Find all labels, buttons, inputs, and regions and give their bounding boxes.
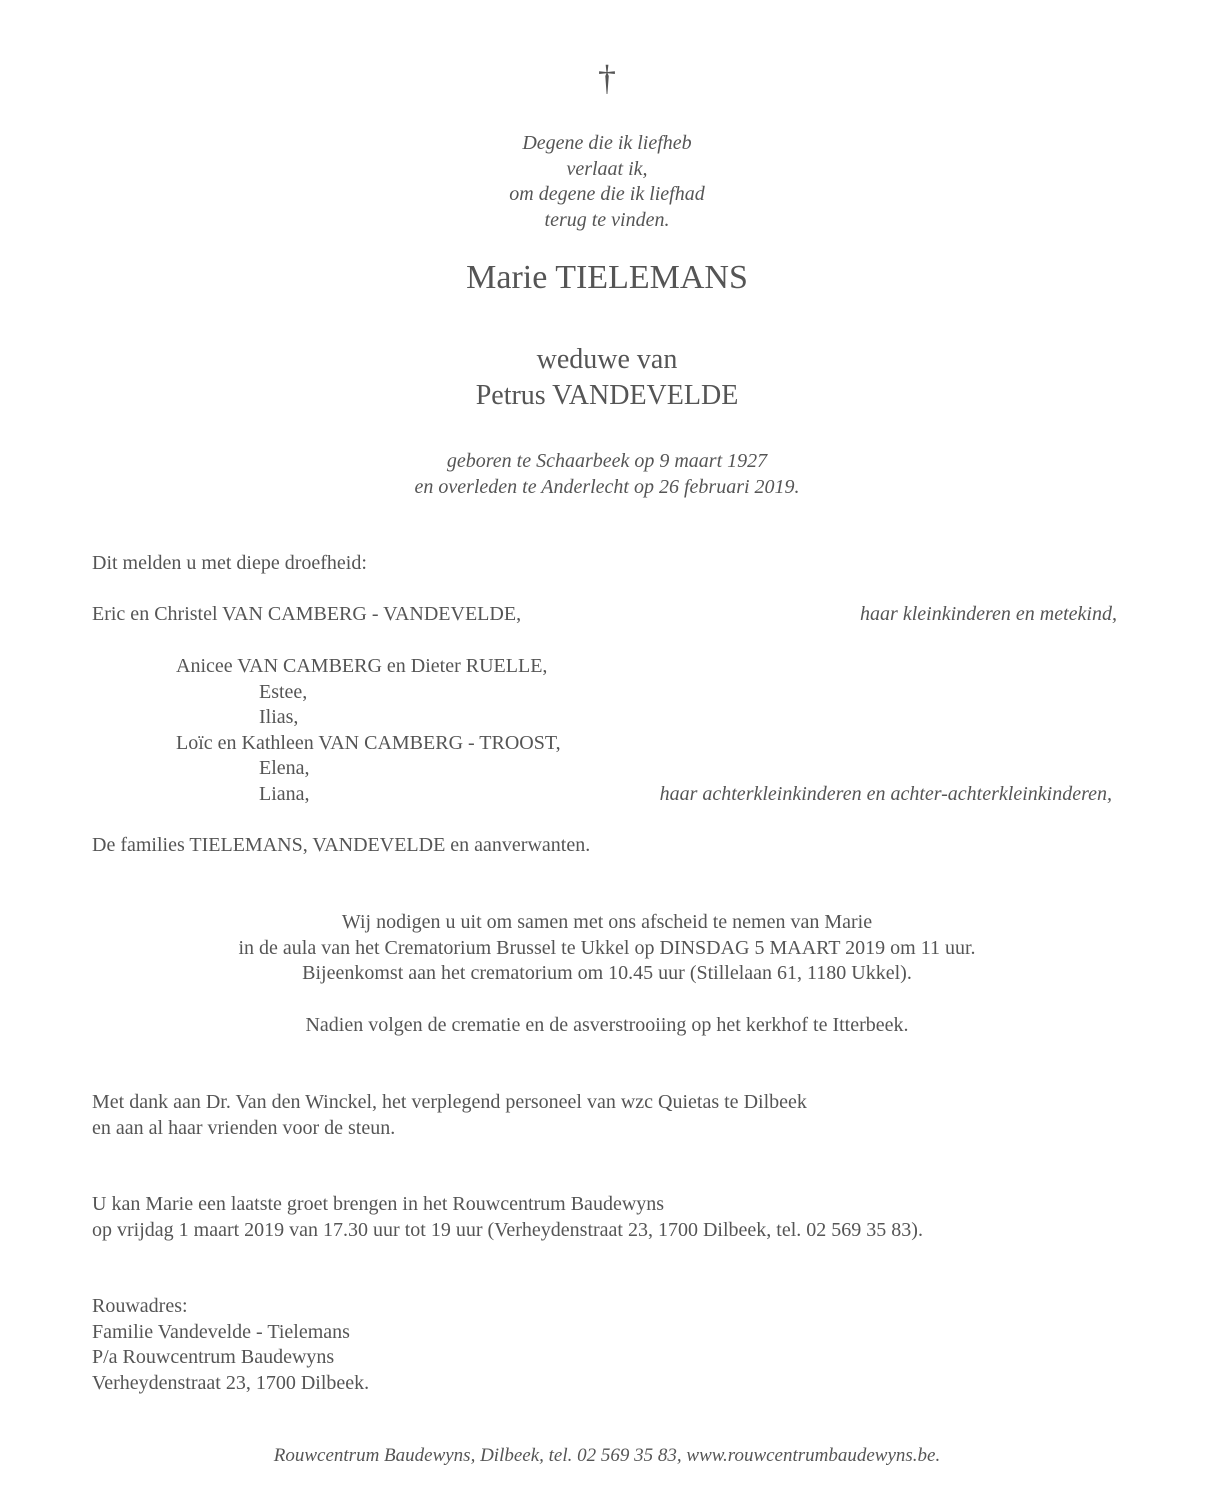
children-names: Eric en Christel VAN CAMBERG - VANDEVELDE, — [92, 603, 522, 625]
great-grandchild-line: Ilias, — [259, 706, 299, 728]
families-line: De families TIELEMANS, VANDEVELDE en aanverwanten. — [92, 834, 591, 856]
poem-line: Degene die ik liefheb — [522, 132, 692, 154]
poem-line: terug te vinden. — [544, 208, 670, 231]
address-line: Verheydenstraat 23, 1700 Dilbeek. — [92, 1371, 370, 1394]
visitation-block — [92, 1192, 923, 1243]
ceremony-line: Bijeenkomst aan het crematorium om 10.45 uur (Stillelaan 61, 1180 Ukkel). — [302, 962, 912, 984]
mourning-address — [92, 1294, 369, 1396]
footer-funeral-home: Rouwcentrum Baudewyns, Dilbeek, tel. 02 569 35 83, www.rouwcentrumbaudewyns.be. — [273, 1445, 941, 1466]
children-role: haar kleinkinderen en metekind, — [860, 603, 1117, 625]
address-label: Rouwadres: — [92, 1295, 188, 1317]
death-line: en overleden te Anderlecht op 26 februari 2019. — [414, 475, 800, 498]
address-line: P/a Rouwcentrum Baudewyns — [92, 1346, 335, 1368]
great-grandchild-line: Elena, — [259, 757, 310, 779]
ceremony-line: in de aula van het Crematorium Brussel te Ukkel op DINSDAG 5 MAART 2019 om 11 uur. — [238, 936, 976, 959]
visitation-line: op vrijdag 1 maart 2019 van 17.30 uur tot 19 uur (Verheydenstraat 23, 1700 Dilbeek, tel. 02 569 35 83). — [92, 1218, 923, 1241]
thanks-line: en aan al haar vrienden voor de steun. — [92, 1116, 396, 1139]
address-line: Familie Vandevelde - Tielemans — [92, 1320, 350, 1343]
spouse-name: Petrus VANDEVELDE — [475, 380, 739, 411]
visitation-line: U kan Marie een laatste groet brengen in het Rouwcentrum Baudewyns — [92, 1193, 665, 1215]
widow-block — [0, 342, 1214, 414]
poem-line: verlaat ik, — [566, 157, 648, 180]
poem — [0, 131, 1214, 233]
grandchildren-role: haar achterkleinkinderen en achter-achterkleinkinderen, — [659, 782, 1112, 805]
thanks-block — [92, 1090, 807, 1141]
ceremony-line: Wij nodigen u uit om samen met ons afscheid te nemen van Marie — [341, 911, 873, 933]
widow-of-label: weduwe van — [536, 344, 678, 375]
great-grandchild-line: Liana, — [259, 782, 310, 805]
thanks-line: Met dank aan Dr. Van den Winckel, het verplegend personeel van wzc Quietas te Dilbeek — [92, 1091, 807, 1113]
deceased-name: Marie TIELEMANS — [466, 259, 748, 296]
announcement-intro: Dit melden u met diepe droefheid: — [92, 552, 367, 574]
birth-line: geboren te Schaarbeek op 9 maart 1927 — [446, 450, 768, 472]
great-grandchild-line: Estee, — [259, 680, 308, 703]
ceremony-invitation — [0, 910, 1214, 987]
birth-death-dates — [0, 449, 1214, 500]
poem-line: om degene die ik liefhad — [509, 183, 705, 205]
cremation-line: Nadien volgen de crematie en de asverstrooiing op het kerkhof te Itterbeek. — [305, 1014, 909, 1036]
cross-symbol: † — [598, 58, 616, 98]
grandchild-line: Anicee VAN CAMBERG en Dieter RUELLE, — [176, 655, 548, 677]
grandchild-line: Loïc en Kathleen VAN CAMBERG - TROOST, — [176, 731, 561, 754]
